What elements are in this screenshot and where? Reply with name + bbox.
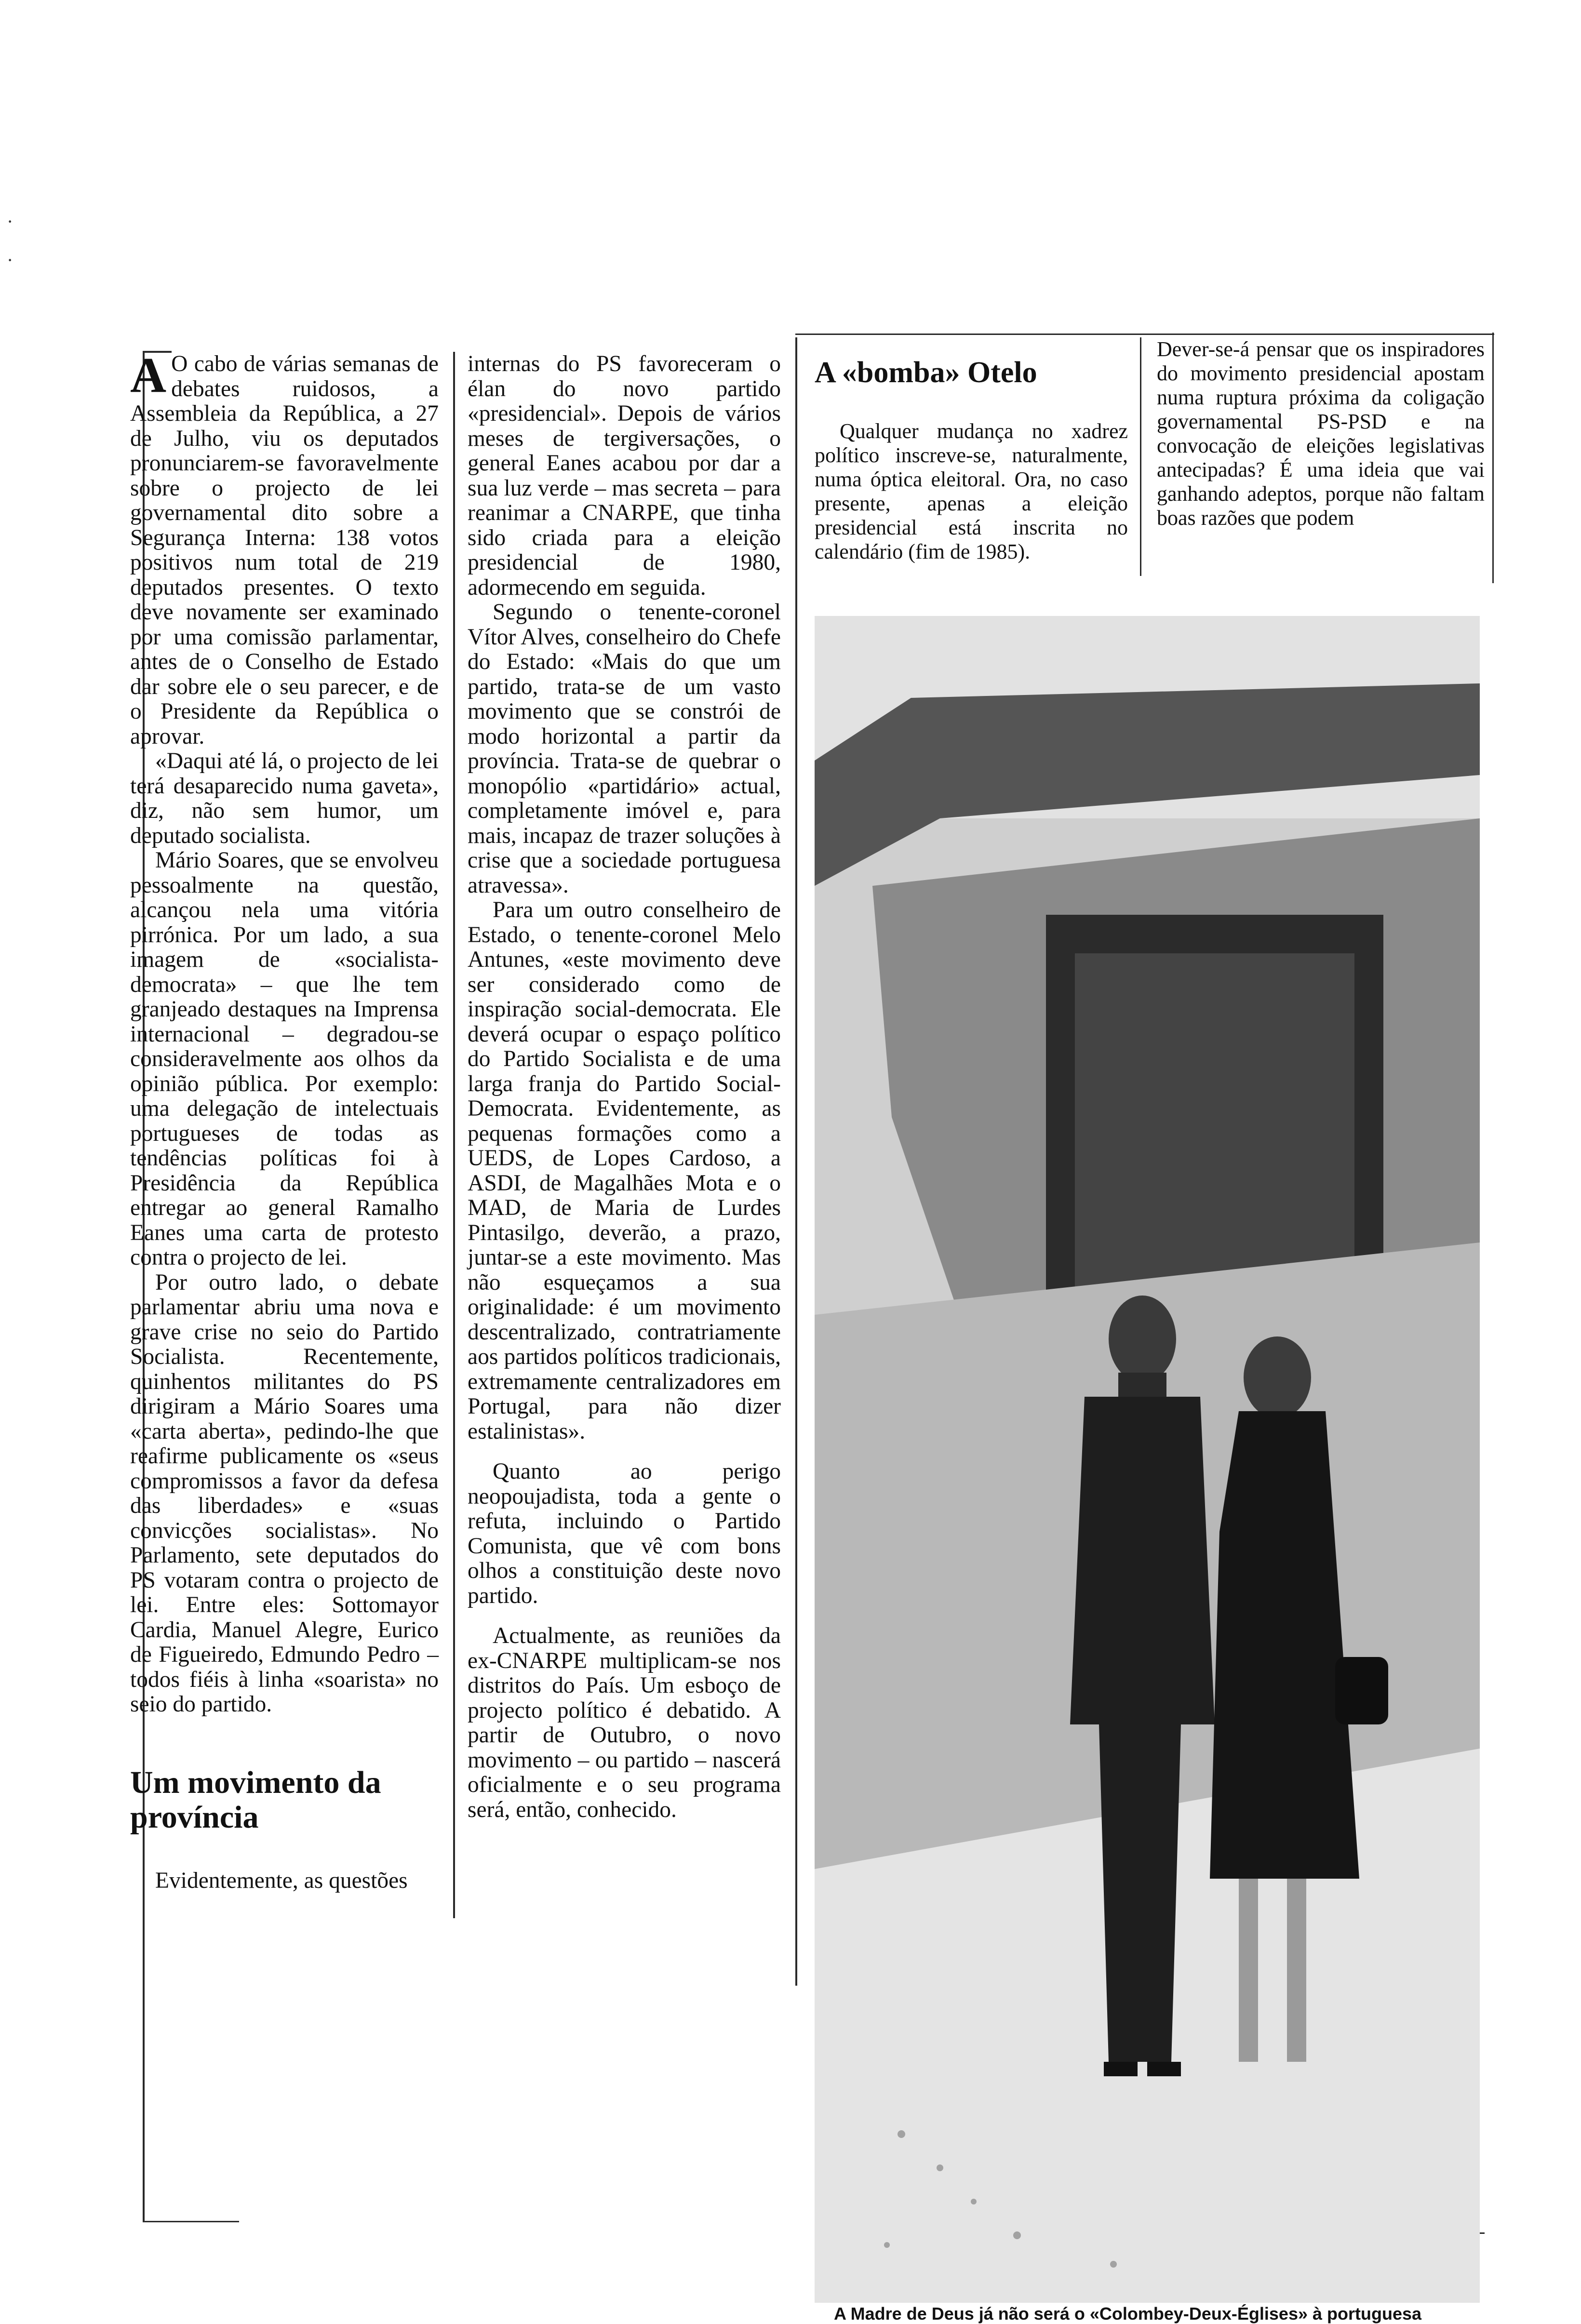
subheading: Um movimento da província [130, 1764, 381, 1835]
article-paragraph: Quanto ao perigo neopoujadista, toda a gente o refuta, incluindo o Partido Comunista, que vê com bons olhos a constituição deste novo partido. [468, 1459, 781, 1608]
box-text [815, 419, 1128, 564]
drop-cap: A [130, 347, 167, 403]
scan-speck: · [7, 249, 13, 271]
article-paragraph: Dever-se-á pensar que os inspiradores do movimento presidencial apostam numa ruptura próxima da coligação governamental PS-PSD e na convocação de eleições legislativas antecipadas? É uma ideia que vai ganhando adeptos, porque não faltam boas razões que podem [1157, 337, 1485, 530]
column-rule-1 [453, 352, 455, 1918]
column-rule-3 [1140, 337, 1141, 576]
news-photo [815, 616, 1480, 2303]
box-heading: A «bomba» Otelo [815, 356, 1037, 389]
box-paragraph: Qualquer mudança no xadrez político inscreve-se, naturalmente, numa óptica eleitoral. Ora, no caso presente, apenas a eleição presidencial está inscrita no calendário (fim de 1985). [815, 419, 1128, 563]
box-top-rule [795, 334, 1494, 335]
column-1 [130, 347, 439, 1893]
article-paragraph: Segundo o tenente-coronel Vítor Alves, conselheiro do Chefe do Estado: «Mais do que um partido, trata-se de um vasto movimento que se constrói de modo horizontal a partir da província. Trata-se de quebrar o monopólio «partidário» actual, completamente imóvel e, para mais, incapaz de trazer soluções à crise que a sociedade portuguesa atravessa». [468, 600, 781, 898]
photo-caption: A Madre de Deus já não será o «Colombey-Deux-Églises» à portuguesa [834, 2304, 1422, 2324]
column-rule-2 [795, 337, 797, 1986]
column-2 [468, 352, 781, 1822]
bottom-left-rule [143, 2221, 239, 2222]
right-margin-rule [1492, 333, 1494, 583]
article-paragraph: Evidentemente, as questões [155, 1868, 408, 1893]
column-4 [1157, 337, 1485, 530]
article-paragraph: «Daqui até lá, o projecto de lei terá desaparecido numa gaveta», diz, não sem humor, um deputado socialista. [130, 748, 439, 848]
article-paragraph: Por outro lado, o debate parlamentar abriu uma nova e grave crise no seio do Partido Socialista. Recentemente, quinhentos militantes do PS dirigiram a Mário Soares uma «carta aberta», pedindo-lhe que reafirme publicamente os «seus compromissos a favor da defesa das liberdades» e «suas convicções socialistas». No Parlamento, sete deputados do PS votaram contra o projecto de lei. Entre eles: Sottomayor Cardia, Manuel Alegre, Eurico de Figueiredo, Edmundo Pedro – todos fiéis à linha «soarista» no seio do partido. [130, 1269, 439, 1717]
photo-illustration [815, 616, 1480, 2303]
scan-speck: · [7, 211, 13, 232]
article-paragraph: Actualmente, as reuniões da ex-CNARPE multiplicam-se nos distritos do País. Um esboço de projecto político é debatido. A partir de Outubro, o novo movimento – ou partido – nascerá oficialmente e o seu programa será, então, conhecido. [468, 1623, 781, 1822]
article-paragraph: internas do PS favoreceram o élan do novo partido «presidencial». Depois de vários meses de tergiversações, o general Eanes acabou por dar a sua luz verde – mas secreta – para reanimar a CNARPE, que tinha sido criada para a eleição presidencial de 1980, adormecendo em seguida. [468, 351, 781, 600]
article-paragraph: Para um outro conselheiro de Estado, o tenente-coronel Melo Antunes, «este movimento deve ser considerado como de inspiração social-democrata. Ele deverá ocupar o espaço político do Partido Socialista e de uma larga franja do Partido Social-Democrata. Evidentemente, as pequenas formações como a UEDS, de Lopes Cardoso, a ASDI, de Magalhães Mota e o MAD, de Maria de Lurdes Pintasilgo, deverão, a prazo, juntar-se a este movimento. Mas não esqueçamos a sua originalidade: é um movimento descentralizado, contratriamente aos partidos políticos tradicionais, extremamente centralizadores em Portugal, para não dizer estalinistas». [468, 897, 781, 1444]
article-paragraph: Mário Soares, que se envolveu pessoalmente na questão, alcançou nela uma vitória pirrónica. Por um lado, a sua imagem de «socialista-democrata» – que lhe tem granjeado destaques na Imprensa internacional – degradou-se consideravelmente aos olhos da opinião pública. Por exemplo: uma delegação de intelectuais portugueses de todas as tendências políticas foi à Presidência da República entregar ao general Ramalho Eanes uma carta de protesto contra o projecto de lei. [130, 848, 439, 1270]
article-lead-paragraph: A O cabo de várias semanas de debates ruidosos, a Assembleia da República, a 27 de Julho, viu os deputados pronunciarem-se favoravelmente sobre o projecto de lei governamental dito sobre a Segurança Interna: 138 votos positivos num total de 219 deputados presentes. O texto deve novamente ser examinado por uma comissão parlamentar, antes de o Conselho de Estado dar sobre ele o seu parecer, e de o Presidente da República o aprovar. [130, 347, 439, 749]
